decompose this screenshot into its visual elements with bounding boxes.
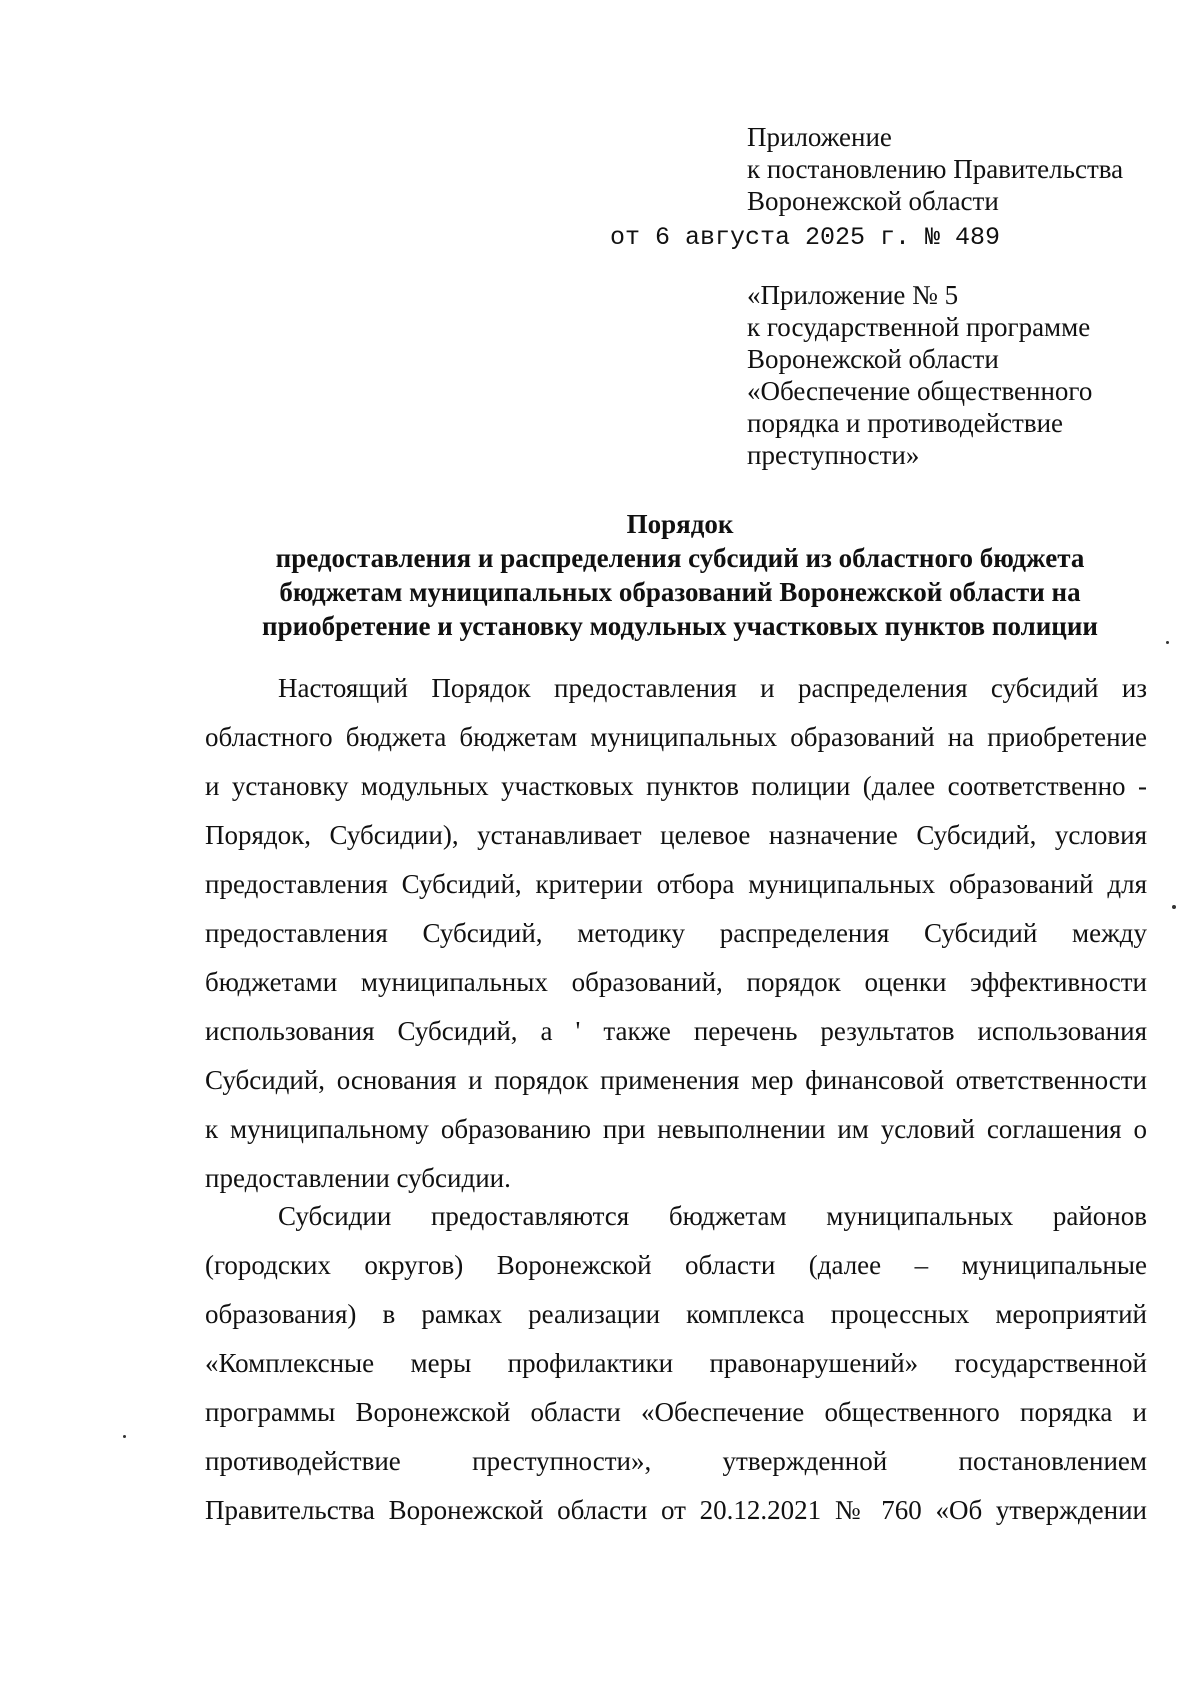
paragraph-line: предоставлении субсидии. (205, 1163, 511, 1193)
paragraph-line: Настоящий Порядок предоставления и распределения субсидий из (278, 673, 1147, 703)
paragraph-line: Правительства Воронежской области от 20.12.2021 № 760 «Об утверждении (205, 1495, 1147, 1525)
appendix-header (747, 121, 1167, 217)
paragraph-line: Субсидии предоставляются бюджетам муниципальных районов (278, 1201, 1147, 1231)
paragraph-line: образования) в рамках реализации комплекса процессных мероприятий (205, 1299, 1147, 1329)
title-line: предоставления и распределения субсидий из областного бюджета (275, 543, 1085, 573)
program-appendix-line: «Обеспечение общественного (747, 376, 1093, 406)
program-appendix-line: «Приложение № 5 (747, 280, 959, 310)
appendix-header-line: Приложение (747, 122, 892, 152)
paragraph-line: предоставления Субсидий, методику распределения Субсидий между (205, 918, 1147, 948)
scan-speck (1166, 641, 1169, 644)
paragraph-line: бюджетами муниципальных образований, порядок оценки эффективности (205, 967, 1147, 997)
paragraph-line: противодействие преступности», утвержденной постановлением (205, 1446, 1147, 1476)
scan-speck (1172, 905, 1176, 909)
paragraph-line: предоставления Субсидий, критерии отбора муниципальных образований для (205, 869, 1147, 899)
paragraph-line: и установку модульных участковых пунктов полиции (далее соответственно - (205, 771, 1147, 801)
program-appendix-header (747, 279, 1167, 471)
paragraph-line: к муниципальному образованию при невыполнении им условий соглашения о (205, 1114, 1147, 1144)
decree-date-number: от 6 августа 2025 г. № 489 (610, 223, 1001, 252)
paragraph-line: областного бюджета бюджетам муниципальных образований на приобретение (205, 722, 1147, 752)
scan-speck (123, 1435, 126, 1438)
paragraph-line: (городских округов) Воронежской области (далее – муниципальные (205, 1250, 1147, 1280)
title-line: бюджетам муниципальных образований Воронежской области на (279, 577, 1081, 607)
appendix-header-line: к постановлению Правительства (747, 154, 1124, 184)
program-appendix-line: к государственной программе (747, 312, 1091, 342)
document-title (150, 507, 1200, 643)
paragraph-line: использования Субсидий, а ' также перечень результатов использования (205, 1016, 1147, 1046)
title-line: приобретение и установку модульных участковых пунктов полиции (262, 611, 1098, 641)
paragraph-line: «Комплексные меры профилактики правонарушений» государственной (205, 1348, 1147, 1378)
paragraph-2 (205, 1192, 1147, 1535)
paragraph-line: Субсидий, основания и порядок применения мер финансовой ответственности (205, 1065, 1147, 1095)
program-appendix-line: порядка и противодействие (747, 408, 1064, 438)
title-line: Порядок (626, 509, 734, 539)
paragraph-line: Порядок, Субсидии), устанавливает целевое назначение Субсидий, условия (205, 820, 1147, 850)
program-appendix-line: Воронежской области (747, 344, 999, 374)
program-appendix-line: преступности» (747, 440, 920, 470)
paragraph-1 (205, 664, 1147, 1203)
appendix-header-line: Воронежской области (747, 186, 999, 216)
paragraph-line: программы Воронежской области «Обеспечение общественного порядка и (205, 1397, 1147, 1427)
